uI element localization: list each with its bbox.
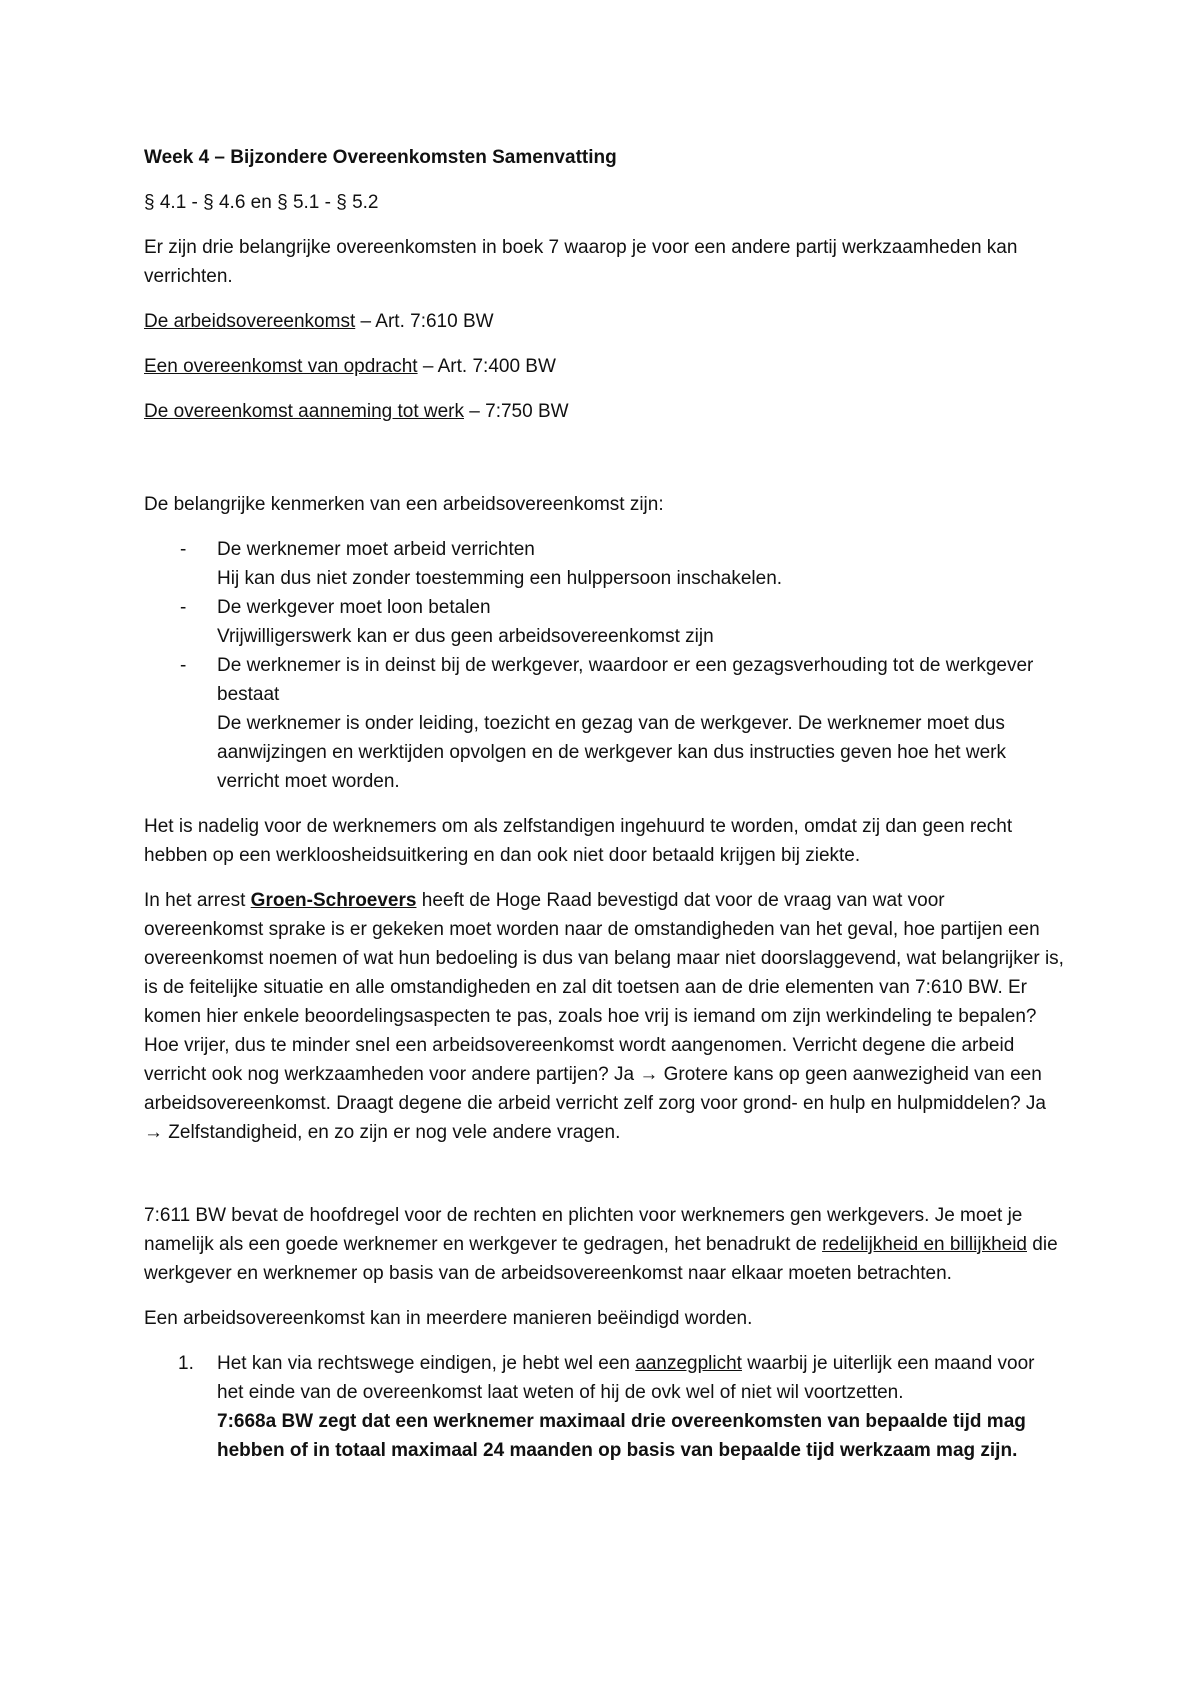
list-item-sub: De werknemer is onder leiding, toezicht en gezag van de werkgever. De werknemer moet dus aanwijzingen en werktijden opvolgen en de werkgever kan dus instructies geven hoe het werk verricht moet worden. xyxy=(217,713,1006,792)
list-item xyxy=(144,1349,1064,1465)
disadvantage-paragraph: Het is nadelig voor de werknemers om als zelfstandigen ingehuurd te worden, omdat zij dan geen recht hebben op een werkloosheidsuitkering en dan ook niet door betaald krijgen bij ziekte. xyxy=(144,816,1013,866)
list-item-sub: Vrijwilligerswerk kan er dus geen arbeidsovereenkomst zijn xyxy=(217,626,714,647)
list-item-term: aanzegplicht xyxy=(635,1353,742,1374)
list-item-number: 1. xyxy=(178,1353,194,1374)
document-body xyxy=(144,143,1064,1465)
agreement-type-name: De arbeidsovereenkomst xyxy=(144,311,356,332)
arrest-text: Zelfstandigheid, en zo zijn er nog vele andere vragen. xyxy=(163,1122,621,1143)
document-title: Week 4 – Bijzondere Overeenkomsten Samenvatting xyxy=(144,147,617,168)
agreement-type-name: De overeenkomst aanneming tot werk xyxy=(144,401,464,422)
characteristics-intro: De belangrijke kenmerken van een arbeidsovereenkomst zijn: xyxy=(144,494,664,515)
spacer xyxy=(144,1163,1064,1201)
arrow-icon: → xyxy=(639,1064,659,1085)
list-item-text: waarbij je uiterlijk een maand voor het einde van de overeenkomst laat weten of hij de ovk wel of niet wil voortzetten. xyxy=(217,1353,1035,1403)
agreement-type xyxy=(144,352,1064,381)
arrest-paragraph xyxy=(144,886,1064,1147)
list-item-text: Het kan via rechtswege eindigen, je hebt wel een xyxy=(217,1353,636,1374)
termination-intro: Een arbeidsovereenkomst kan in meerdere manieren beëindigd worden. xyxy=(144,1308,753,1329)
intro-paragraph: Er zijn drie belangrijke overeenkomsten in boek 7 waarop je voor een andere partij werkzaamheden kan verrichten. xyxy=(144,237,1018,287)
characteristics-list xyxy=(144,535,1064,796)
agreement-type-ref: – Art. 7:400 BW xyxy=(417,356,556,377)
arrest-text: heeft de Hoge Raad bevestigd dat voor de vraag van wat voor overeenkomst sprake is er gekeken moet worden naar de omstandigheden van het geval, hoe partijen een overeenkomst noemen of wat hun bedoeling is dus van belang maar niet doorslaggevend, wat belangrijker is, is de feitelijke situatie en alle omstandigheden en zal dit toetsen aan de drie elementen van 7:610 BW. Er komen hier enkele beoordelingsaspecten te pas, zoals hoe vrij is iemand om zijn werkindeling te bepalen? Hoe vrijer, dus te minder snel een arbeidsovereenkomst wordt aangenomen. Verricht degene die arbeid verricht ook nog werkzaamheden voor andere partijen? Ja xyxy=(144,890,1064,1085)
arrest-text: In het arrest xyxy=(144,890,251,911)
article-611-paragraph xyxy=(144,1201,1064,1288)
list-item xyxy=(144,535,1064,593)
list-item-main: - De werkgever moet loon betalen xyxy=(217,597,491,618)
agreement-type xyxy=(144,307,1064,336)
list-item-main: - De werknemer moet arbeid verrichten xyxy=(217,539,535,560)
arrow-icon: → xyxy=(144,1122,163,1143)
article-611-text: 7:611 BW bevat de hoofdregel voor de rechten en plichten voor werknemers gen werkgevers. Je moet je namelijk als een goede werknemer en werkgever te gedragen, het benadrukt de xyxy=(144,1205,1023,1255)
agreement-type-ref: – 7:750 BW xyxy=(464,401,569,422)
arrest-name: Groen-Schroevers xyxy=(250,890,417,911)
termination-list xyxy=(144,1349,1064,1465)
article-611-text: die werkgever en werknemer op basis van de arbeidsovereenkomst naar elkaar moeten betrachten. xyxy=(144,1234,1058,1284)
spacer xyxy=(144,442,1064,490)
article-611-term: redelijkheid en billijkheid xyxy=(822,1234,1027,1255)
agreement-type xyxy=(144,397,1064,426)
list-item-bold: 7:668a BW zegt dat een werknemer maximaal drie overeenkomsten van bepaalde tijd mag hebben of in totaal maximaal 24 maanden op basis van bepaalde tijd werkzaam mag zijn. xyxy=(217,1411,1026,1461)
list-item xyxy=(144,593,1064,651)
section-reference: § 4.1 - § 4.6 en § 5.1 - § 5.2 xyxy=(144,192,379,213)
list-item-sub: Hij kan dus niet zonder toestemming een hulppersoon inschakelen. xyxy=(217,568,783,589)
agreement-type-name: Een overeenkomst van opdracht xyxy=(144,356,418,377)
agreement-type-ref: – Art. 7:610 BW xyxy=(355,311,494,332)
list-item-main: - De werknemer is in deinst bij de werkgever, waardoor er een gezagsverhouding tot de werkgever bestaat xyxy=(217,655,1034,705)
arrest-text: Grotere kans op geen aanwezigheid van een arbeidsovereenkomst. Draagt degene die arbeid verricht zelf zorg voor grond- en hulp en hulpmiddelen? Ja xyxy=(144,1064,1046,1114)
list-item xyxy=(144,651,1064,796)
